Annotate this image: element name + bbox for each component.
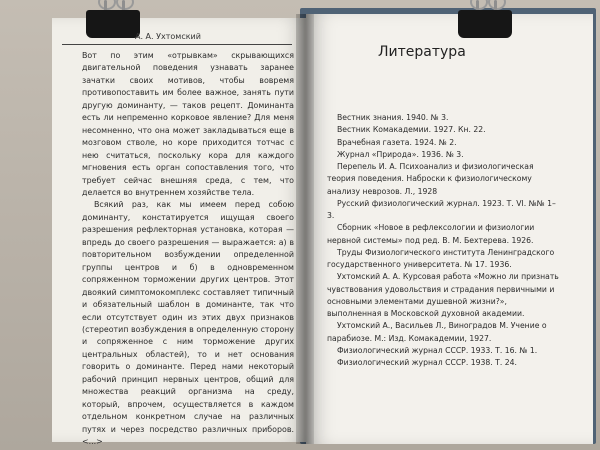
- reference-item: Физиологический журнал СССР. 1938. Т. 24.: [337, 358, 517, 367]
- paragraph: Всякий раз, как мы имеем перед собою доминанту, констатируется ищущая своего разрешения рефлекторная установка, которая — впредь до своего разрешения — выражается: а) в повторительном возбуждении определенной группы центров и б) в одновременном сопряженном торможении других центров. Этот двоякий симптомокомплекс составляет типичный и обязательный шаблон в доминанте, так что если отсутствует один из этих двух признаков (стереотип возбуждения в определенную сторону и сопряженное с ним торможение других центральных областей), то и нет основания говорить о доминанте. Перед нами некоторый рабочий принцип нервных центров, общий для множества реакций организма на среду, который, впрочем, осуществляется в каждом отдельном конкретном случае на различных путях и через посредство различных приборов. <...>: [82, 200, 294, 447]
- reference-item: Ухтомский А., Васильев Л., Виноградов М. Учение о парабиозе. М.: Изд. Комакадемии, 1927.: [327, 321, 547, 343]
- paragraph: Вот по этим «отрывкам» скрывающихся двигательной поведения узнавать заранее зачатки своих мотивов, чтобы вовремя противопоставить им более важное, занять пути другую доминанту, — таков рецепт. Доминанта есть ли непременно корковое явление? Для меня несомненно, что она может закладываться еще в мозговом стволе, но коре приходится тотчас с нею считаться, поскольку кора для каждого мгновения есть орган сопоставления того, что требует сейчас внешняя среда, с тем, что делается во внутреннем хозяйстве тела.: [82, 51, 294, 197]
- reference-item: Ухтомский А. А. Курсовая работа «Можно ли признать чувствования удовольствия и страдания первичными и основными элементами душевной жизни?», выполненная в Московской духовной академии.: [327, 272, 559, 318]
- page-title: Литература: [378, 44, 466, 60]
- reference-item: Перепель И. А. Психоанализ и физиологическая теория поведения. Наброски к физиологическому анализу неврозов. Л., 1928: [327, 162, 534, 196]
- left-page-text: [82, 50, 294, 449]
- reference-item: Вестник Комакадемии. 1927. Кн. 22.: [337, 125, 486, 135]
- reference-item: Журнал «Природа». 1936. № 3.: [337, 149, 464, 159]
- book-gutter: [296, 14, 314, 444]
- reference-item: Сборник «Новое в рефлексологии и физиологии нервной системы» под ред. В. М. Бехтерева. 1926.: [327, 223, 535, 245]
- reference-list: [327, 112, 559, 369]
- reference-item: Труды Физиологического института Ленинградского государственного университета. № 17. 1936.: [327, 247, 555, 269]
- reference-item: Физиологический журнал СССР. 1933. Т. 16. № 1.: [337, 345, 538, 355]
- reference-item: Врачебная газета. 1924. № 2.: [337, 137, 457, 147]
- running-head: А. А. Ухтомский: [135, 32, 201, 41]
- reference-item: Вестник знания. 1940. № 3.: [337, 113, 449, 122]
- header-rule: [62, 44, 292, 45]
- reference-item: Русский физиологический журнал. 1923. Т. VI. №№ 1–3.: [327, 198, 556, 220]
- binder-clip-right: [450, 0, 520, 44]
